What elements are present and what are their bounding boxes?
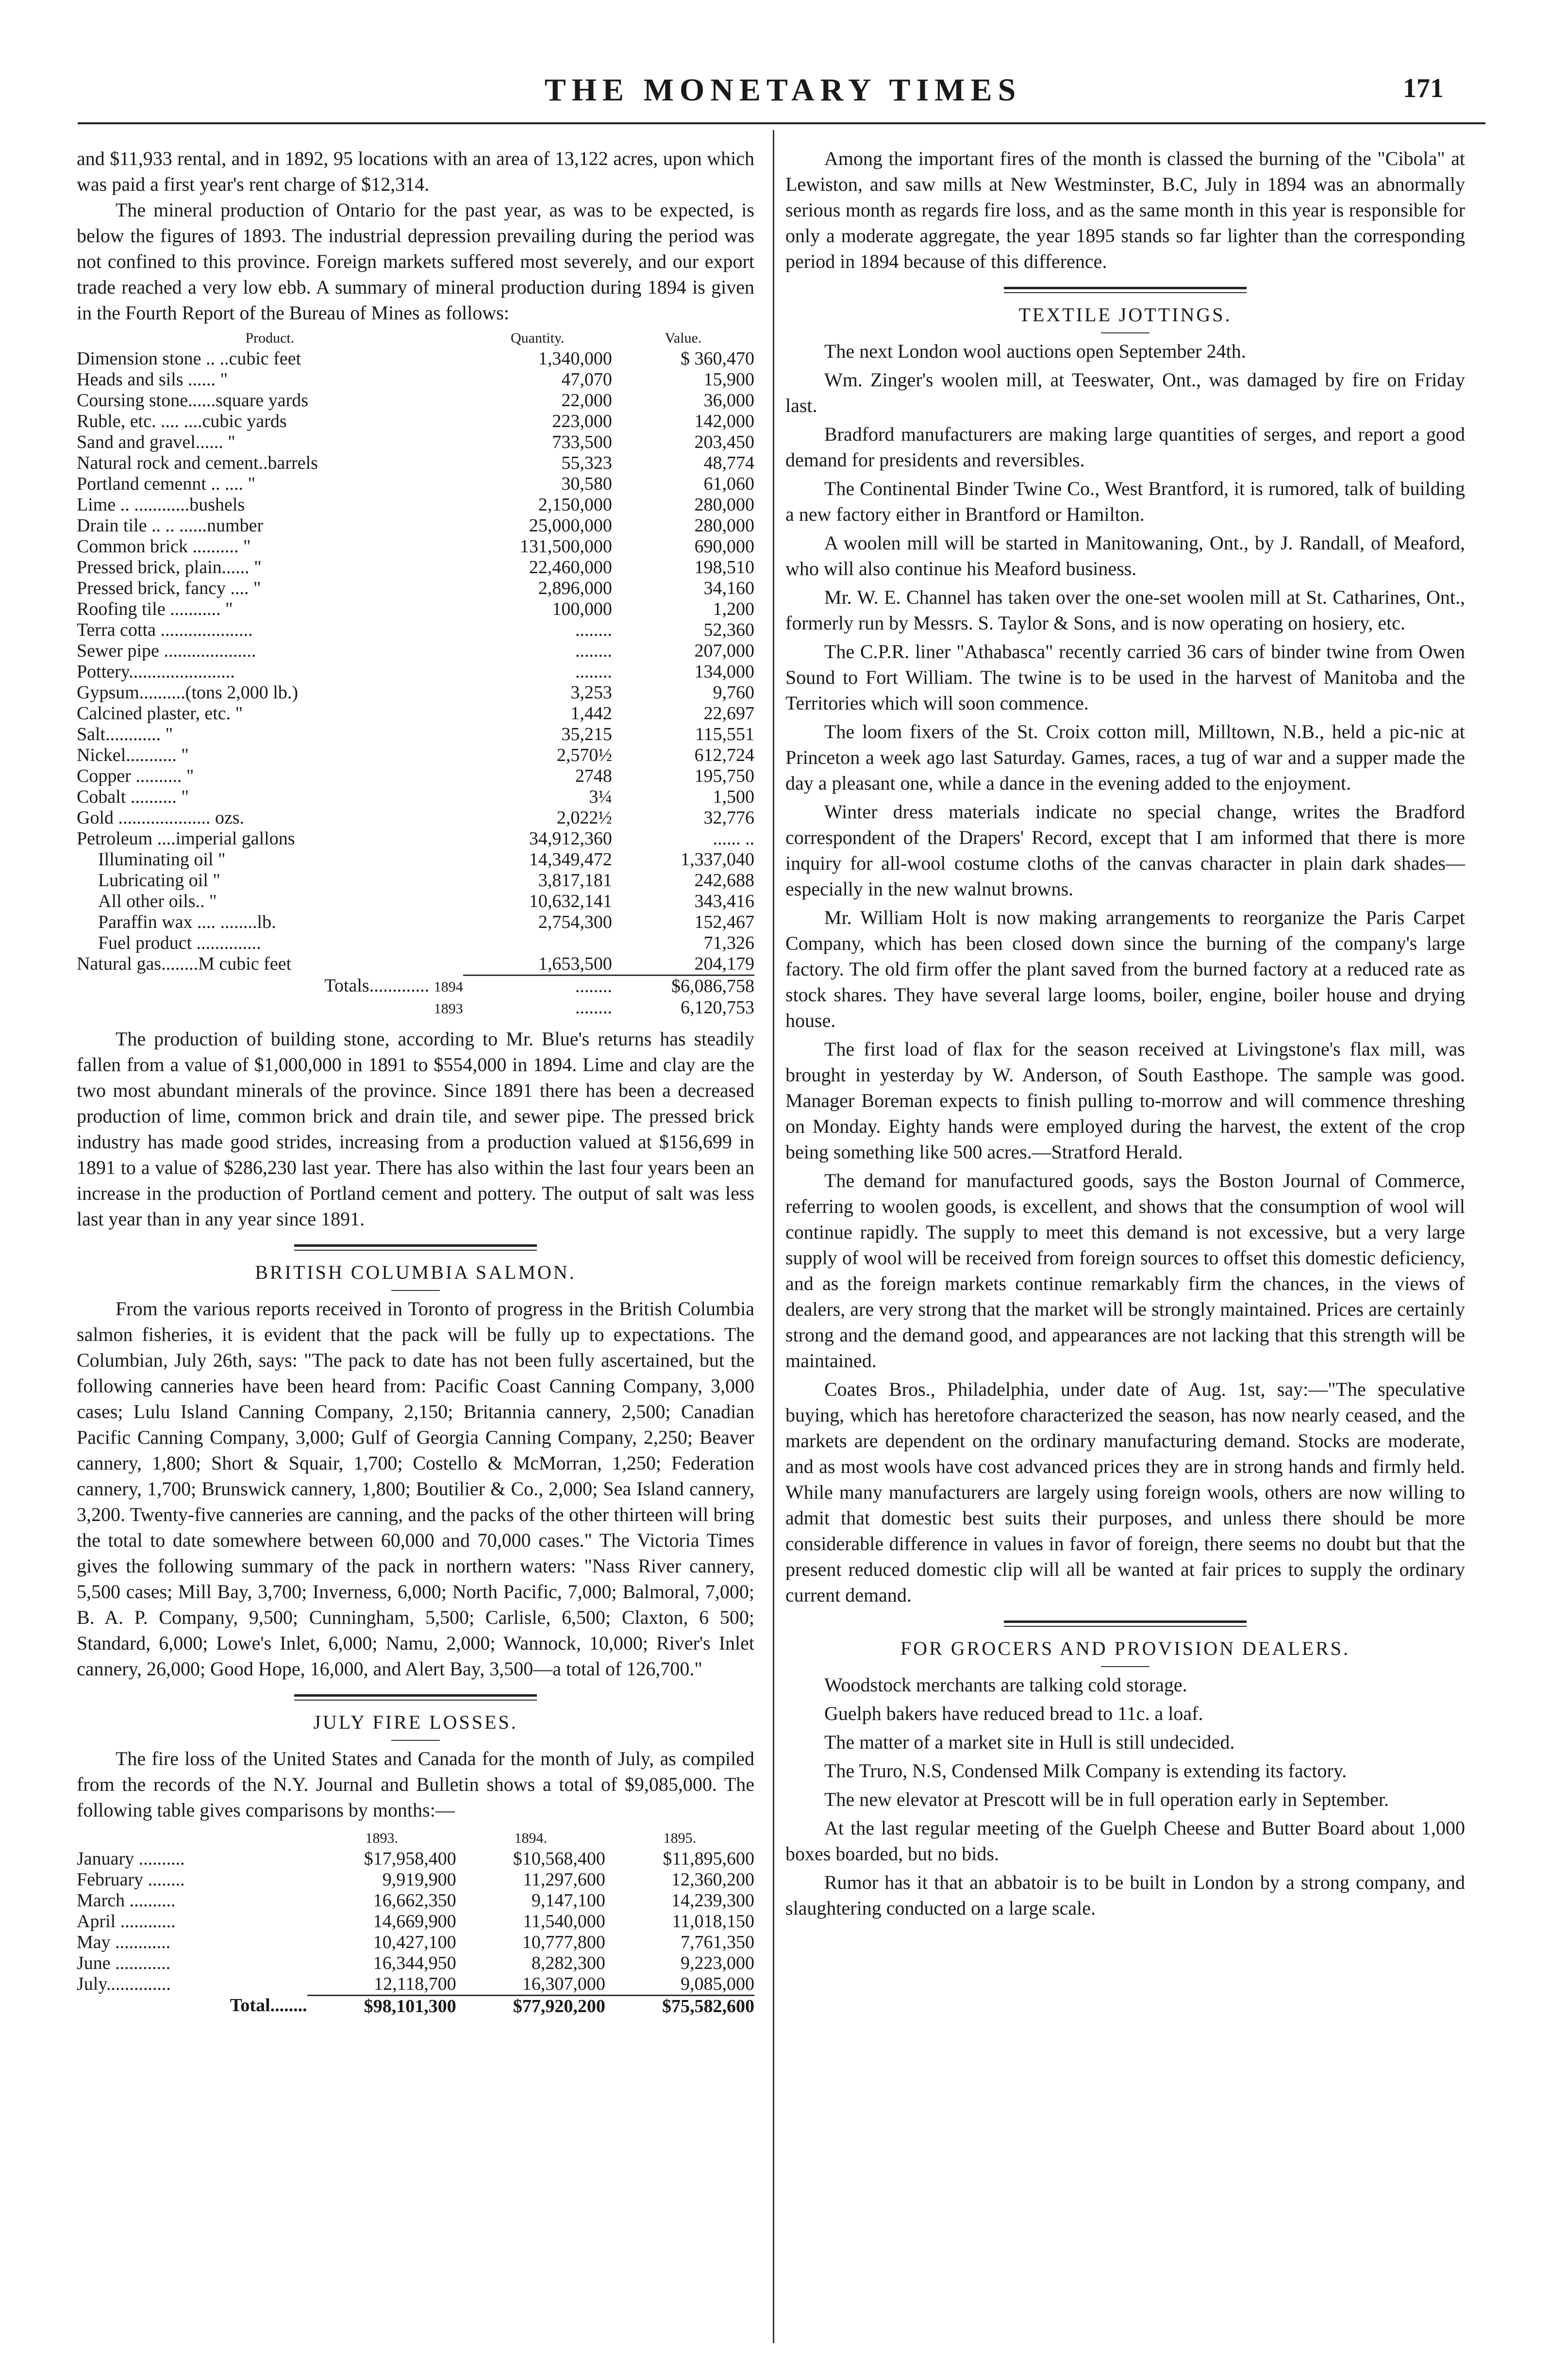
quantity-cell: ........ [575, 641, 612, 661]
value-1894-cell: 11,297,600 [523, 1869, 605, 1890]
totals-label-cell [77, 975, 463, 997]
value-1895-cell: 14,239,300 [671, 1890, 754, 1911]
value-1893-cell: 16,344,950 [373, 1952, 456, 1973]
table-row [77, 1849, 754, 1869]
table-row [77, 912, 754, 933]
value-cell: 52,360 [703, 620, 754, 640]
table-row [77, 954, 754, 975]
total-1893: $98,101,300 [307, 1995, 456, 2017]
heading-textile-jottings: TEXTILE JOTTINGS. [1018, 304, 1232, 326]
quantity-cell: 55,323 [561, 453, 612, 473]
value-1894-cell: 10,777,800 [522, 1932, 605, 1952]
value-1894-cell: 16,307,000 [522, 1973, 605, 1994]
section-rule [294, 1244, 537, 1251]
value-cell: 612,724 [694, 745, 754, 765]
table-row [77, 870, 754, 891]
value-cell: 142,000 [694, 411, 754, 431]
product-cell: Cobalt .......... " [77, 787, 189, 807]
table-row [77, 536, 754, 557]
table-row [77, 808, 754, 828]
value-1893-cell: 16,662,350 [373, 1890, 456, 1911]
product-cell: Natural gas........M cubic feet [77, 954, 292, 974]
section-rule [1004, 287, 1247, 293]
product-cell: Sewer pipe .................... [77, 641, 256, 661]
product-cell: Gypsum..........(tons 2,000 lb.) [77, 682, 298, 703]
value-1894-cell: $10,568,400 [513, 1848, 605, 1869]
quantity-cell: 2,570½ [556, 745, 612, 765]
value-cell: 115,551 [695, 724, 754, 744]
mineral-table-header [77, 328, 754, 348]
totals-year: 1893 [433, 1000, 463, 1017]
textile-item: A woolen mill will be started in Manitowaning, Ont., by J. Randall, of Meaford, who will also continue his Meaford business. [785, 532, 1465, 579]
paragraph-mineral-intro: The mineral production of Ontario for the past year, as was to be expected, is below the figures of 1893. The industrial depression prevailing during the period was not confined to this province. Foreign markets suffered most severely, and our export trade reached a very low ebb. A summary of mineral production during 1894 is given in the Fourth Report of the Bureau of Mines as follows: [77, 199, 754, 324]
value-1895-cell: 11,018,150 [672, 1911, 754, 1932]
month-cell: April ............ [77, 1911, 176, 1932]
quantity-cell: 1,340,000 [538, 348, 612, 369]
table-row [77, 1890, 754, 1911]
product-cell: Heads and sils ...... " [77, 369, 228, 390]
product-cell: Fuel product .............. [98, 933, 261, 953]
table-row [77, 766, 754, 787]
textile-item: Mr. W. E. Channel has taken over the one-set woolen mill at St. Catharines, Ont., formerly run by Messrs. S. Taylor & Sons, and is now operating on hosiery, etc. [785, 586, 1465, 634]
value-cell: 280,000 [694, 495, 754, 515]
table-row [77, 495, 754, 515]
value-1895-cell: 12,360,200 [671, 1869, 754, 1890]
value-1895-cell: $11,895,600 [663, 1848, 754, 1869]
masthead-title: THE MONETARY TIMES [544, 72, 1022, 108]
table-row [77, 891, 754, 912]
product-cell: Natural rock and cement..barrels [77, 453, 318, 473]
product-cell: Paraffin wax .... ........lb. [98, 912, 276, 932]
table-row [77, 641, 754, 661]
table-row [77, 348, 754, 369]
value-cell: 1,337,040 [681, 849, 754, 870]
product-cell: Illuminating oil " [98, 849, 226, 870]
table-row [77, 432, 754, 453]
value-cell: 48,774 [703, 453, 754, 473]
quantity-cell: 47,070 [561, 369, 612, 390]
product-cell: Copper .......... " [77, 766, 194, 786]
product-cell: Salt............ " [77, 724, 173, 744]
paragraph-important-fires: Among the important fires of the month is classed the burning of the "Cibola" at Lewiston, and saw mills at New Westminster, B.C, July in 1894 was an abnormally serious month as regards fire loss, and as the same month in this year is responsible for only a moderate aggregate, the year 1895 stands so far lighter than the corresponding period in 1894 because of this difference. [785, 148, 1465, 272]
totals-value: $6,086,758 [612, 975, 754, 997]
heading-underline [1101, 1666, 1150, 1667]
table-row [77, 849, 754, 870]
grocers-item: Guelph bakers have reduced bread to 11c. a loaf. [824, 1702, 1203, 1724]
table-row [77, 787, 754, 808]
product-cell: Common brick .......... " [77, 536, 251, 557]
textile-item: Bradford manufacturers are making large quantities of serges, and report a good demand for presidents and reversibles. [785, 423, 1465, 471]
quantity-cell: 223,000 [552, 411, 612, 431]
table-row [77, 1953, 754, 1974]
table-row [77, 724, 754, 745]
heading-underline [391, 1740, 440, 1741]
month-cell: February ........ [77, 1869, 185, 1890]
table-row [77, 1911, 754, 1932]
quantity-cell: 22,000 [561, 390, 612, 411]
value-cell: 1,200 [713, 599, 754, 619]
product-cell: Calcined plaster, etc. " [77, 703, 243, 724]
year-header-1894: 1894. [514, 1830, 548, 1846]
value-1893-cell: $17,958,400 [364, 1848, 456, 1869]
table-row [77, 390, 754, 411]
textile-jottings-list [785, 338, 1465, 1608]
heading-underline [1101, 332, 1150, 333]
quantity-cell: ........ [575, 661, 612, 682]
product-cell: Terra cotta .................... [77, 620, 253, 640]
paragraph-bc-salmon: From the various reports received in Toronto of progress in the British Columbia salmon fisheries, it is evident that the pack will be fully up to expectations. The Columbian, July 26th, says: "The pack to date has not been fully ascertained, but the following canneries have been heard from: Pacific Coast Canning Company, 3,000 cases; Lulu Island Canning Company, 2,150; Britannia cannery, 2,500; Canadian Pacific Canning Company, 3,000; Gulf of Georgia Canning Company, 2,250; Beaver cannery, 1,800; Short & Squair, 1,700; Costello & McMorran, 1,250; Federation cannery, 1,700; Brunswick cannery, 1,800; Boutilier & Co., 2,000; Sea Island cannery, 3,200. Twenty-five canneries are canning, and the packs of the other thirteen will bring the total to date somewhere between 60,000 and 70,000 cases." The Victoria Times gives the following summary of the pack in northern waters: "Nass River cannery, 5,500 cases; Mill Bay, 3,700; Inverness, 6,000; North Pacific, 7,000; Balmoral, 7,000; B. A. P. Company, 9,500; Cunningham, 5,500; Carlisle, 6,500; Claxton, 6 500; Standard, 6,000; Lowe's Inlet, 6,000; Namu, 2,000; Wannock, 10,000; River's Inlet cannery, 26,000; Good Hope, 16,000, and Alert Bay, 3,500—a total of 126,700." [77, 1297, 754, 1680]
value-1895-cell: 9,085,000 [681, 1973, 754, 1994]
table-row [77, 474, 754, 495]
value-cell: 198,510 [694, 557, 754, 578]
quantity-cell: 34,912,360 [529, 828, 612, 849]
column-header-value: Value. [665, 330, 702, 346]
quantity-cell: 2,150,000 [538, 495, 612, 515]
year-header-1893: 1893. [365, 1830, 398, 1846]
totals-label: Totals............. [324, 975, 430, 996]
value-1895-cell: 7,761,350 [681, 1932, 754, 1952]
table-row [77, 369, 754, 390]
grocers-list [785, 1672, 1465, 1921]
value-1895-cell: 9,223,000 [681, 1952, 754, 1973]
textile-item: The demand for manufactured goods, says the Boston Journal of Commerce, referring to woolen goods, is excellent, and shows that the consumption of wool will continue rapidly. The supply to meet this demand is not excessive, but a very large supply of wool will be received from foreign sources to offset this domestic deficiency, and as the foreign markets continue remarkably firm the chances, in the views of dealers, are very strong that the market will be strongly maintained. Prices are certainly strong and the demand good, and appearances are not lacking that this strength will be maintained. [785, 1170, 1465, 1372]
value-cell: 690,000 [694, 536, 754, 557]
totals-year: 1894 [433, 978, 463, 995]
value-cell: 71,326 [703, 933, 754, 953]
product-cell: Lubricating oil " [98, 870, 220, 891]
paragraph-rental: and $11,933 rental, and in 1892, 95 locations with an area of 13,122 acres, upon which was paid a first year's rent charge of $12,314. [77, 148, 754, 195]
value-1894-cell: 8,282,300 [531, 1952, 605, 1973]
value-1894-cell: 11,540,000 [523, 1911, 605, 1932]
value-cell: 195,750 [694, 766, 754, 786]
quantity-cell: 3¼ [589, 787, 612, 807]
paragraph-building-stone: The production of building stone, according to Mr. Blue's returns has steadily fallen from a value of $1,000,000 in 1891 to $554,000 in 1894. Lime and clay are the two most abundant minerals of the province. Since 1891 there has been a decreased production of lime, common brick and drain tile, and sewer pipe. The pressed brick industry has made good strides, increasing from a production valued at $156,699 in 1891 to a value of $286,230 last year. There has also within the last four years been an increase in the production of Portland cement and pottery. The output of salt was less last year than in any year since 1891. [77, 1027, 754, 1230]
value-cell: 61,060 [703, 474, 754, 494]
value-cell: 34,160 [703, 578, 754, 598]
totals-row [77, 997, 754, 1019]
textile-item: The loom fixers of the St. Croix cotton mill, Milltown, N.B., held a pic-nic at Princeton a week ago last Saturday. Games, races, a tug of war and a supper made the day a pleasant one, while a dance in the evening added to the enjoyment. [785, 721, 1465, 794]
value-cell: 242,688 [694, 870, 754, 891]
total-label: Total........ [230, 1995, 307, 2016]
product-cell: Nickel........... " [77, 745, 189, 765]
section-rule [1004, 1620, 1247, 1627]
textile-item: The C.P.R. liner "Athabasca" recently carried 36 cars of binder twine from Owen Sound to Fort William. The twine is to be used in the harvest of Manitoba and the Territories which will soon commence. [785, 641, 1465, 714]
left-column [77, 146, 754, 2017]
value-cell: 134,000 [694, 661, 754, 682]
total-1895: $75,582,600 [605, 1995, 754, 2017]
heading-july-fire-losses: JULY FIRE LOSSES. [313, 1711, 518, 1733]
value-cell: 204,179 [694, 954, 754, 974]
product-cell: Sand and gravel...... " [77, 432, 235, 452]
table-row [77, 703, 754, 724]
month-cell: January .......... [77, 1848, 185, 1869]
product-cell: Lime .. ............bushels [77, 495, 245, 515]
product-cell: Dimension stone .. ..cubic feet [77, 348, 301, 369]
value-cell: $ 360,470 [681, 348, 754, 369]
column-divider [773, 130, 774, 2343]
quantity-cell: 2,896,000 [538, 578, 612, 598]
fire-table-header [77, 1828, 754, 1849]
grocers-item: At the last regular meeting of the Guelph Cheese and Butter Board about 1,000 boxes boarded, but no bids. [785, 1817, 1465, 1865]
quantity-cell: 2,754,300 [538, 912, 612, 932]
table-row [77, 599, 754, 620]
quantity-cell: 1,442 [570, 703, 612, 724]
total-1894: $77,920,200 [456, 1995, 605, 2017]
quantity-cell: 100,000 [552, 599, 612, 619]
quantity-cell: 22,460,000 [529, 557, 612, 578]
table-row [77, 411, 754, 432]
month-cell: July.............. [77, 1973, 171, 1994]
value-1893-cell: 10,427,100 [373, 1932, 456, 1952]
table-row [77, 453, 754, 474]
product-cell: Pressed brick, fancy .... " [77, 578, 261, 598]
table-row [77, 682, 754, 703]
value-cell: 203,450 [694, 432, 754, 452]
textile-item: The Continental Binder Twine Co., West Brantford, it is rumored, talk of building a new factory either in Brantford or Hamilton. [785, 478, 1465, 525]
column-header-product: Product. [245, 330, 295, 346]
product-cell: Coursing stone......square yards [77, 390, 309, 411]
table-row [77, 515, 754, 536]
value-1893-cell: 12,118,700 [374, 1973, 456, 1994]
totals-quantity: ........ [575, 997, 612, 1018]
quantity-cell: 3,817,181 [538, 870, 612, 891]
table-row [77, 933, 754, 954]
value-cell: ...... .. [713, 828, 754, 849]
product-cell: All other oils.. " [98, 891, 217, 911]
totals-quantity: ........ [463, 975, 612, 997]
grocers-item: Woodstock merchants are talking cold storage. [824, 1674, 1187, 1696]
month-cell: June ............ [77, 1952, 171, 1973]
textile-item: Mr. William Holt is now making arrangements to reorganize the Paris Carpet Company, which has been closed down since the burning of the company's large factory. The old firm offer the plant saved from the burned factory at a reduced rate as stock shares. They have several large looms, boiler, engine, boiler house and drying house. [785, 907, 1465, 1031]
heading-underline [391, 1290, 440, 1291]
table-row [77, 557, 754, 578]
totals-label-cell [77, 997, 463, 1019]
textile-item: The first load of flax for the season received at Livingstone's flax mill, was brought in yesterday by W. Anderson, of South Easthope. The sample was good. Manager Boreman expects to finish pulling to-morrow and will commence threshing on Monday. Eighty hands were employed during the harvest, the extent of the crop being something like 500 acres.—Stratford Herald. [785, 1038, 1465, 1163]
product-cell: Pressed brick, plain...... " [77, 557, 262, 578]
quantity-cell: 2748 [575, 766, 612, 786]
grocers-item: The new elevator at Prescott will be in full operation early in September. [824, 1788, 1389, 1810]
table-row [77, 1974, 754, 1996]
quantity-cell: 131,500,000 [519, 536, 612, 557]
quantity-cell: 30,580 [561, 474, 612, 494]
month-cell: May ............ [77, 1932, 171, 1952]
product-cell: Pottery....................... [77, 661, 235, 682]
quantity-cell: 1,653,500 [538, 954, 612, 974]
quantity-cell: 3,253 [570, 682, 612, 703]
total-row [77, 1995, 754, 2017]
quantity-cell: 733,500 [552, 432, 612, 452]
quantity-cell: 25,000,000 [529, 515, 612, 536]
product-cell: Ruble, etc. .... ....cubic yards [77, 411, 287, 431]
value-cell: 152,467 [694, 912, 754, 932]
totals-row [77, 975, 754, 997]
table-row [77, 1932, 754, 1953]
value-1894-cell: 9,147,100 [531, 1890, 605, 1911]
mineral-production-table [77, 328, 754, 1019]
value-cell: 280,000 [694, 515, 754, 536]
grocers-item: Rumor has it that an abbatoir is to be built in London by a strong company, and slaughtering conducted on a large scale. [785, 1871, 1465, 1919]
fire-loss-table [77, 1828, 754, 2017]
quantity-cell: 35,215 [561, 724, 612, 744]
quantity-cell [463, 933, 612, 954]
quantity-cell: 14,349,472 [529, 849, 612, 870]
product-cell: Roofing tile ........... " [77, 599, 233, 619]
table-row [77, 1869, 754, 1890]
table-row [77, 578, 754, 599]
table-row [77, 620, 754, 641]
product-cell: Gold .................... ozs. [77, 808, 245, 828]
paragraph-fire-losses: The fire loss of the United States and Canada for the month of July, as compiled from the records of the N.Y. Journal and Bulletin shows a total of $9,085,000. The following table gives comparisons by months:— [77, 1747, 754, 1821]
quantity-cell: 2,022½ [556, 808, 612, 828]
value-1893-cell: 14,669,900 [373, 1911, 456, 1932]
page-number: 171 [1403, 73, 1444, 103]
value-cell: 1,500 [713, 787, 754, 807]
totals-value: 6,120,753 [681, 997, 754, 1018]
value-1893-cell: 9,919,900 [382, 1869, 456, 1890]
value-cell: 22,697 [703, 703, 754, 724]
table-row [77, 661, 754, 682]
value-cell: 207,000 [694, 641, 754, 661]
grocers-item: The matter of a market site in Hull is still undecided. [824, 1731, 1235, 1753]
quantity-cell: ........ [575, 620, 612, 640]
textile-item: Wm. Zinger's woolen mill, at Teeswater, Ont., was damaged by fire on Friday last. [785, 369, 1465, 416]
textile-item: Coates Bros., Philadelphia, under date of Aug. 1st, say:—"The speculative buying, which has heretofore characterized the season, has now nearly ceased, and the markets are dependent on the ordinary manufacturing demand. Stocks are moderate, and as most wools have cost advanced prices they are in strong hands and firmly held. While many manufacturers are largely using foreign wools, others are now willing to admit that domestic best suits their purposes, and unless there should be more considerable difference in values in favor of foreign, there seems no doubt but that the present reduced domestic clip will all be wanted at fair prices to supply the ordinary current demand. [785, 1378, 1465, 1606]
table-row [77, 828, 754, 849]
value-cell: 36,000 [703, 390, 754, 411]
header-rule [78, 122, 1485, 124]
product-cell: Petroleum ....imperial gallons [77, 828, 295, 849]
value-cell: 32,776 [703, 808, 754, 828]
value-cell: 9,760 [713, 682, 754, 703]
heading-grocers: FOR GROCERS AND PROVISION DEALERS. [900, 1637, 1350, 1659]
value-cell: 343,416 [694, 891, 754, 911]
textile-item: The next London wool auctions open September 24th. [824, 340, 1246, 362]
column-header-quantity: Quantity. [511, 330, 565, 346]
table-row [77, 745, 754, 766]
product-cell: Portland cemennt .. .... " [77, 474, 255, 494]
product-cell: Drain tile .. .. ......number [77, 515, 264, 536]
grocers-item: The Truro, N.S, Condensed Milk Company is extending its factory. [824, 1760, 1347, 1782]
section-rule [294, 1694, 537, 1701]
heading-bc-salmon: BRITISH COLUMBIA SALMON. [255, 1261, 576, 1283]
quantity-cell: 10,632,141 [529, 891, 612, 911]
value-cell: 15,900 [703, 369, 754, 390]
year-header-1895: 1895. [663, 1830, 697, 1846]
month-cell: March .......... [77, 1890, 176, 1911]
right-column [785, 146, 1465, 1924]
textile-item: Winter dress materials indicate no special change, writes the Bradford correspondent of the Drapers' Record, except that I am informed that there is more inquiry for all-wool costume cloths of the canvas character in plain dark shades—especially in the new walnut browns. [785, 801, 1465, 900]
